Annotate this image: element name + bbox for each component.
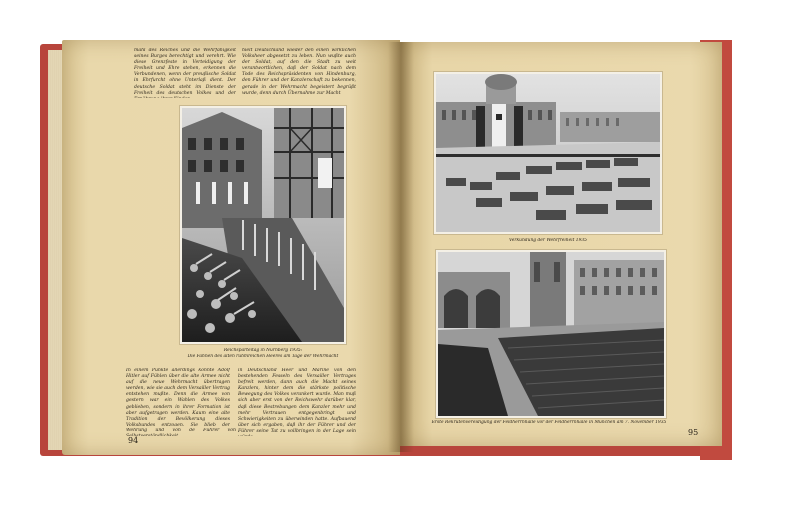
square-parade-photo-image xyxy=(436,74,660,232)
left-bottom-last-line: Wehrung und von de Führer von xyxy=(126,428,236,433)
parade-photo-caption-line1: Reichsparteitag in Nürnberg 1935: xyxy=(223,348,303,353)
right-page xyxy=(400,42,722,446)
page-number-right: 95 xyxy=(688,428,699,437)
parade-photo-caption-line2: Die Fahnen des alten ruhmreichen Heeres am Tage der Wehrmacht xyxy=(187,354,339,359)
feldherrnhalle-photo-caption: Erste Rekrutenvereidigung der Feldherrnhalle vor der Feldherrnhalle in München am 7. November 1935 xyxy=(431,420,667,425)
left-top-text-col1: mahl des Reiches und die Wehrfähigkeit seines Burges berechtigt und verehrt. Wie diese Grenzfeste in Verteidigung der Freiheit und Ehre stehen, erkennen die Verbundenen, wenn der preußische Soldat in Ehrfurcht ohne Unterlaß dient. Der deutsche Soldat steht im Dienste der Freiheit des deutschen Volkes und der xyxy=(134,48,236,96)
feldherrnhalle-photo-image xyxy=(438,252,664,416)
parade-photo xyxy=(180,106,346,344)
feldherrnhalle-photo xyxy=(436,250,666,418)
page-number-left: 94 xyxy=(128,436,139,445)
left-top-text-col2: hielt Deutschland wieder den einen wirklichen Volksheer abgesetzt zu leben. Nun wußte auch der Soldat, auf den die Stadt zu weit verantwortlichen, daß der Soldat nach dem Tode des Reichspräsidenten von Hindenburg, den Führer und der Kanzlerschaft zu bekennen, gerade in der Wehrmacht begeistert begrüßt wurde, denn durch Übernahme zur Macht xyxy=(242,48,356,96)
parade-photo-image xyxy=(182,108,344,342)
left-bottom-text-col2: in Deutschland Heer und Marine von den bestehenden Fesseln des Versailler Vertrages befreit werden, dann auch die Macht seines Kanzlers, hinter dem die stärkste politische Bewegung des Volkes verankert wurde. Man muß sich aber erst von der Reichswehr darüber klar, daß diese Bestrebungen dem Kanzler mehr und mehr Vertrauen entgegenbringt und Schwierigkeiten zu überwinden hatte. Aufbauend über sich ergaben, daß ihr der Führer und der Führer seine Tat zu vollbringen in der Lage sein xyxy=(238,368,356,434)
left-bottom-text-col1: In einem Punkte allerdings konnte Adolf Hitler auf Fühlen über die alte Armee nicht auf die neue Wehrmacht übertragen werden, wie sie auch dem Versailler Vertrag entstehen mußte. Denn die Armee von gestern war ein Wahlen des Volkes geblieben, sondern in ihrer Formation ist aber aufgetragen werden. Kaum eine alte Tradition der Bevölkerung dieses Volksbundes entzogen. Sie blieb der xyxy=(126,368,230,426)
left-page xyxy=(62,40,400,455)
square-parade-photo xyxy=(434,72,662,234)
square-parade-photo-caption: Verkündung der Wehrfreiheit 1935 xyxy=(509,238,587,243)
book-spine-shadow xyxy=(388,42,414,452)
